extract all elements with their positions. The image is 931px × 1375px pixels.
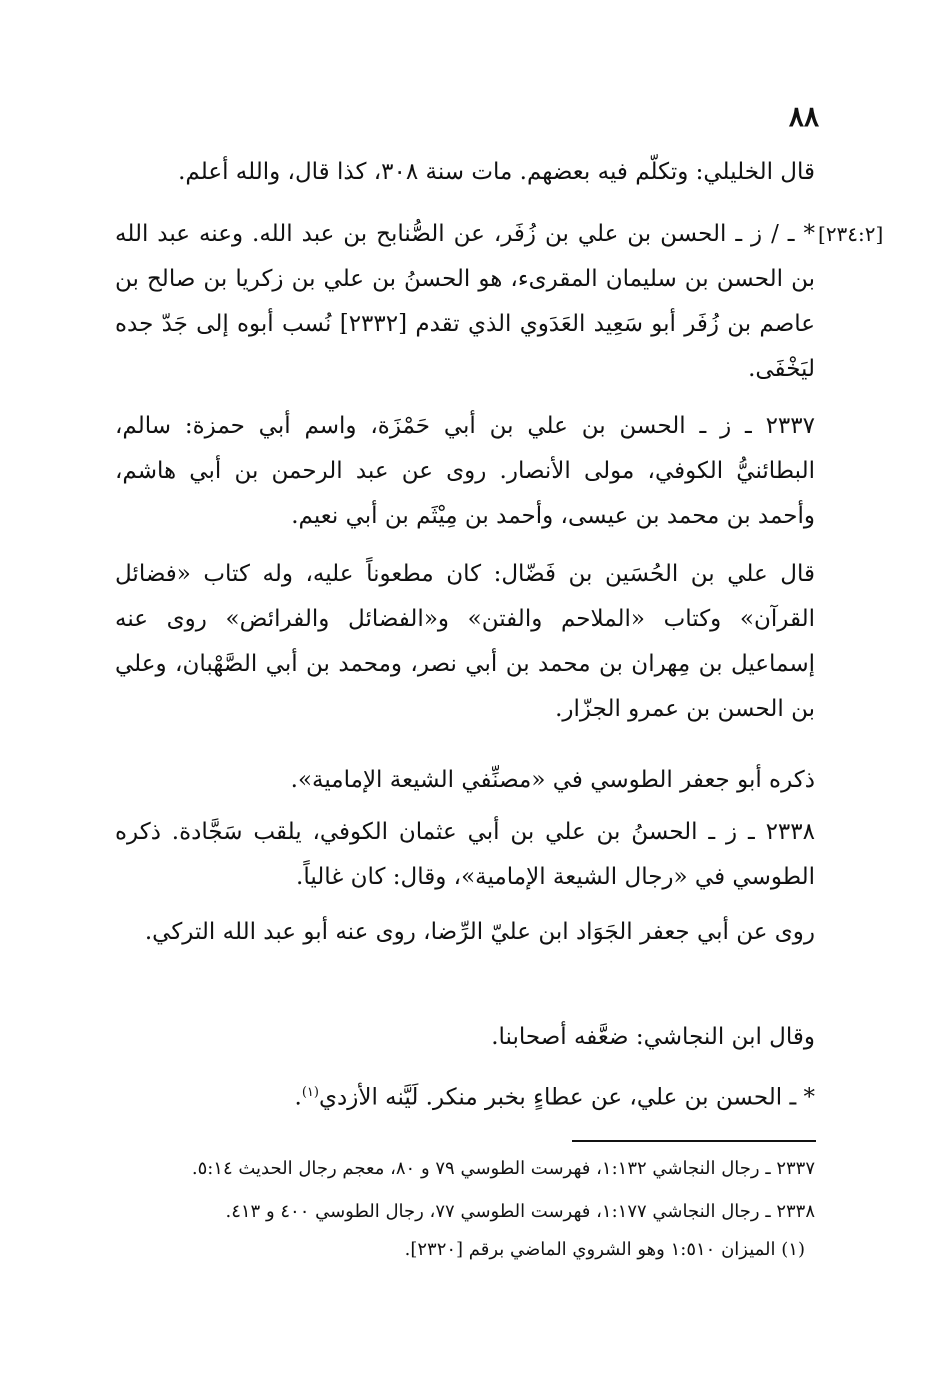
paragraph-khalili: قال الخليلي: وتكلّم فيه بعضهم. مات سنة ٣٠٨، كذا قال، والله أعلم. (178, 159, 815, 185)
footnote-1: (١) الميزان ١:٥١٠ وهو الشروي الماضي برقم [٢٣٢٠]. (404, 1239, 805, 1260)
entry-2338: ٢٣٣٨ ـ ز ـ الحسنُ بن علي بن أبي عثمان الكوفي، يلقب سَجَّادة. ذكره الطوسي في «رجال الشيعة الإمامية»، وقال: كان غالياً. (115, 819, 815, 890)
paragraph-tusi-mention: ذكره أبو جعفر الطوسي في «مصنِّفي الشيعة الإمامية». (290, 767, 815, 793)
entry-ata-text: * ـ الحسن بن علي، عن عطاءٍ بخبر منكر. لَيَّنه الأزدي (318, 1084, 815, 1111)
paragraph-ibn-faddal: قال علي بن الحُسَين بن فَضّال: كان مطعوناً عليه، وله كتاب «فضائل القرآن» وكتاب «الملاحم والفتن» و«الفضائل والفرائض» روى عنه إسماعيل بن مِهران بن محمد بن أبي نصر، ومحمد بن أبي الصَّهْبان، وعلي بن الحسن بن عمرو الجزّار. (115, 561, 815, 722)
entry-ata-end: . (294, 1084, 302, 1111)
footnote-marker: (١) (301, 1085, 319, 1100)
page-number: ٨٨ (788, 100, 819, 133)
entry-ata (115, 1070, 815, 1121)
entry-2337: ٢٣٣٧ ـ ز ـ الحسن بن علي بن أبي حَمْزَة، واسم أبي حمزة: سالم، البطائنيُّ الكوفي، مولى الأنصار. روى عن عبد الرحمن بن أبي هاشم، وأحمد بن محمد بن عيسى، وأحمد بن مِيْثَم بن أبي نعيم. (115, 413, 815, 529)
footnote-2337: ٢٣٣٧ ـ رجال النجاشي ١:١٣٢، فهرست الطوسي ٧٩ و ٨٠، معجم رجال الحديث ٥:١٤. (191, 1158, 815, 1179)
side-reference: [٢٣٤:٢] (818, 222, 884, 246)
footnote-2338: ٢٣٣٨ ـ رجال النجاشي ١:١٧٧، فهرست الطوسي ٧٧، رجال الطوسي ٤٠٠ و ٤١٣. (225, 1201, 815, 1222)
footnote-divider (572, 1140, 816, 1142)
paragraph-najashi: وقال ابن النجاشي: ضعَّفه أصحابنا. (491, 1024, 815, 1050)
entry-ibn-zufar: * ـ / ز ـ الحسن بن علي بن زُفَر، عن الصُّنابح بن عبد الله. وعنه عبد الله بن الحسن بن سليمان المقرىء، هو الحسنُ بن علي بن زكريا بن صالح بن عاصم بن زُفَر أبو سَعِيد العَدَوي الذي تقدم [٢٣٣٢] نُسب أبوه إلى جَدّ جده ليَخْفَى. (115, 221, 815, 382)
paragraph-rawa-an: روى عن أبي جعفر الجَوَاد ابن عليّ الرِّضا، روى عنه أبو عبد الله التركي. (144, 919, 815, 945)
